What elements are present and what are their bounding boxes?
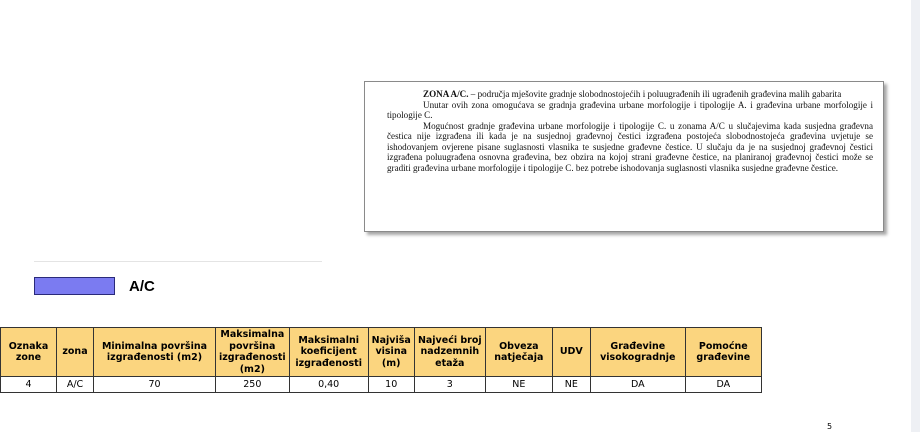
legend-color-swatch [34,277,115,295]
header-najvisa-visina: Najviša visina (m) [368,328,414,377]
header-pomocne-gradevine: Pomoćne građevine [685,328,761,377]
header-max-povrsina: Maksimalna površina izgrađenosti (m2) [216,328,290,377]
cell-udv: NE [552,377,590,393]
cell-zona: A/C [57,377,94,393]
cell-najveci-broj-etaza: 3 [414,377,485,393]
legend-divider [34,261,322,262]
header-min-povrsina: Minimalna površina izgrađenosti (m2) [94,328,216,377]
legend-label: A/C [129,278,155,295]
zone-description-box [364,81,884,232]
cell-min-povrsina: 70 [94,377,216,393]
cell-max-koeficijent: 0,40 [289,377,368,393]
cell-oznaka-zone: 4 [1,377,57,393]
cell-najvisa-visina: 10 [368,377,414,393]
cell-gradevine-visokogradnje: DA [590,377,685,393]
zone-parameters-table [0,327,762,393]
paragraph-2: Unutar ovih zona omogućava se gradnja građevina urbane morfologije i tipologije A. i građevina urbane morfologije i tipologije C. [387,99,873,120]
header-oznaka-zone: Oznaka zone [1,328,57,377]
table-header-row [1,328,762,377]
header-gradevine-visokogradnje: Građevine visokogradnje [590,328,685,377]
paragraph-1 [387,89,873,100]
paragraph-3: Mogućnost gradnje građevina urbane morfologije i tipologije C. u zonama A/C u slučajevima kada susjedna građevna čestica nije izgrađena ili kada je na susjednoj građevnoj čestici izgrađena postojeća slobodnostojeća građevina uvjetuje se ishodovanjem ovjerene pisane suglasnosti vlasnika te susjedne građevne čestice. U slučaju da je na susjednoj građevnoj čestici izgrađena poluugrađena osnovna građevina, bez obzira na kojoj strani građevne čestice, na planiranoj građevnoj čestici može se graditi građevina urbane morfologije i tipologije C. bez potrebe ishodovanja suglasnosti vlasnika susjedne građevne čestice. [387,120,873,173]
header-max-koeficijent: Maksimalni koeficijent izgrađenosti [289,328,368,377]
header-udv: UDV [552,328,590,377]
page-number: 5 [827,422,833,431]
zone-title: ZONA A/C. [423,89,469,99]
right-edge-strip [911,0,920,432]
header-obveza-natjecaja: Obveza natječaja [485,328,552,377]
header-zona: zona [57,328,94,377]
table-row [1,377,762,393]
cell-max-povrsina: 250 [216,377,290,393]
cell-pomocne-gradevine: DA [685,377,761,393]
cell-obveza-natjecaja: NE [485,377,552,393]
paragraph-1-text: – područja mješovite gradnje slobodnostojećih i poluugrađenih ili ugrađenih građevina malih gabarita [468,89,842,99]
header-najveci-broj-etaza: Najveći broj nadzemnih etaža [414,328,485,377]
